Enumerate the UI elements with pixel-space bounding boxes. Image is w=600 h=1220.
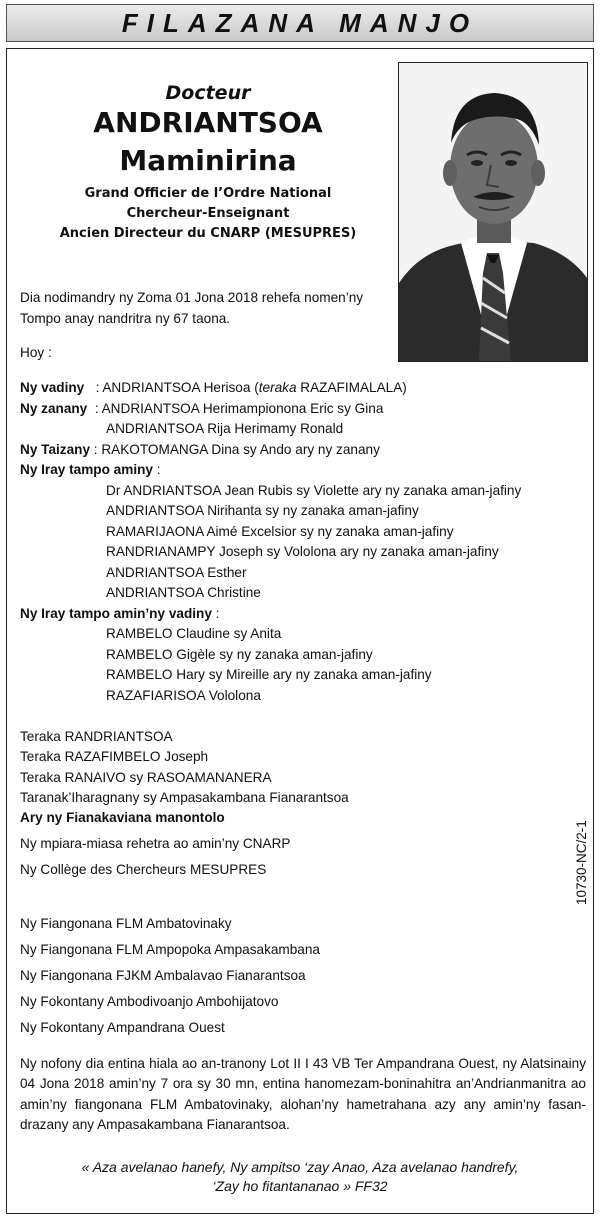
funeral-announcement: Ny nofony dia entina hiala ao an-tranony Lot II I 43 VB Ter Ampandrana Ouest, ny Alatsinainy 04 Jona 2018 amin’ny 7 ora sy 30 mn, entina hanomezam-boninahitra an’Andrianmanitra ao amin’ny fiangonana FLM Ambatovinaky, alohan’ny hametrahana azy any amin’ny fasan-drazany any Ampasakambana Fianarantsoa. [20,1056,586,1133]
intro-line-1: Dia nodimandry ny Zoma 01 Jona 2018 rehefa nomen’ny [20,290,364,305]
sibling-4: RANDRIANAMPY Joseph sy Vololona ary ny zanaka aman-jafiny [106,544,499,559]
role-3: Ancien Directeur du CNARP (MESUPRES) [59,226,357,241]
colleagues-2: Ny Collège des Chercheurs MESUPRES [20,862,267,877]
sibling-6: ANDRIANTSOA Christine [106,585,261,600]
role-1: Grand Officier de l’Ordre National [84,186,332,201]
fokontany-1: Ny Fokontany Ambodivoanjo Ambohijatovo [20,994,279,1009]
deceased-title: Docteur [165,82,251,104]
church-2: Ny Fiangonana FLM Ampopoka Ampasakambana [20,942,320,957]
reference-code: 10730-NC/2-1 [574,820,589,905]
in-law-2: RAMBELO Gigèle sy ny zanaka aman-jafiny [106,647,373,662]
hoy-label: Hoy : [20,345,52,360]
fianakaviana-line: Ary ny Fianakaviana manontolo [20,810,225,825]
intro-line-2: Tompo anay nandritra ny 67 taona. [20,311,231,326]
relative-3: Teraka RANAIVO sy RASOAMANANERA [20,770,272,785]
iray-tampo-label: Ny Iray tampo aminy [20,462,153,477]
sibling-5: ANDRIANTSOA Esther [106,565,247,580]
in-law-3: RAMBELO Hary sy Mireille ary ny zanaka aman-jafiny [106,667,432,682]
sibling-2: ANDRIANTSOA Nirihanta sy ny zanaka aman-jafiny [106,503,419,518]
zanany-label: Ny zanany [20,401,88,416]
sibling-3: RAMARIJAONA Aimé Excelsior sy ny zanaka aman-jafiny [106,524,454,539]
church-3: Ny Fiangonana FJKM Ambalavao Fianarantsoa [20,968,306,983]
vadiny-line [20,378,407,398]
zanany-1: : ANDRIANTSOA Herimampionona Eric sy Gina [94,401,384,416]
quote-line-2: ‘Zay ho fitantananao » FF32 [212,1178,388,1194]
iray-tampo-vadiny-heading [20,604,219,624]
zanany-2: ANDRIANTSOA Rija Herimamy Ronald [106,421,344,436]
in-law-1: RAMBELO Claudine sy Anita [106,626,282,641]
deceased-surname: ANDRIANTSOA [93,106,323,139]
header-title: FILAZANA MANJO [121,7,479,38]
taizany-line [20,440,380,460]
sibling-1: Dr ANDRIANTSOA Jean Rubis sy Violette ary ny zanaka aman-jafiny [106,483,522,498]
closing-quote [40,1158,560,1196]
iray-tampo-colon: : [152,462,161,477]
portrait-photo [398,62,588,362]
fokontany-2: Ny Fokontany Ampandrana Ouest [20,1020,225,1035]
iray-tampo-heading [20,460,161,480]
relative-4: Taranak’Iharagnany sy Ampasakambana Fianarantsoa [20,790,349,805]
vadiny-post: RAZAFIMALALA) [296,380,407,395]
role-2: Chercheur-Enseignant [126,206,290,221]
relative-2: Teraka RAZAFIMBELO Joseph [20,749,209,764]
deceased-title-block [20,82,396,244]
vadiny-pre: : ANDRIANTSOA Herisoa ( [95,380,259,395]
iray-tampo-vadiny-colon: : [211,606,220,621]
zanany-line [20,399,383,419]
vadiny-label: Ny vadiny [20,380,85,395]
church-1: Ny Fiangonana FLM Ambatovinaky [20,916,232,931]
deceased-given-name: Maminirina [119,144,297,177]
taizany-text: : RAKOTOMANGA Dina sy Ando ary ny zanany [93,442,380,457]
notice-header [6,4,594,42]
taizany-label: Ny Taizany [20,442,91,457]
vadiny-italic: teraka [258,380,297,395]
colleagues-1: Ny mpiara-miasa rehetra ao amin’ny CNARP [20,836,291,851]
quote-line-1: « Aza avelanao hanefy, Ny ampitso ‘zay Anao, Aza avelanao handrefy, [81,1159,519,1175]
portrait-image [399,63,587,361]
in-law-4: RAZAFIARISOA Vololona [106,688,261,703]
iray-tampo-vadiny-label: Ny Iray tampo amin’ny vadiny [20,606,212,621]
relative-1: Teraka RANDRIANTSOA [20,729,173,744]
